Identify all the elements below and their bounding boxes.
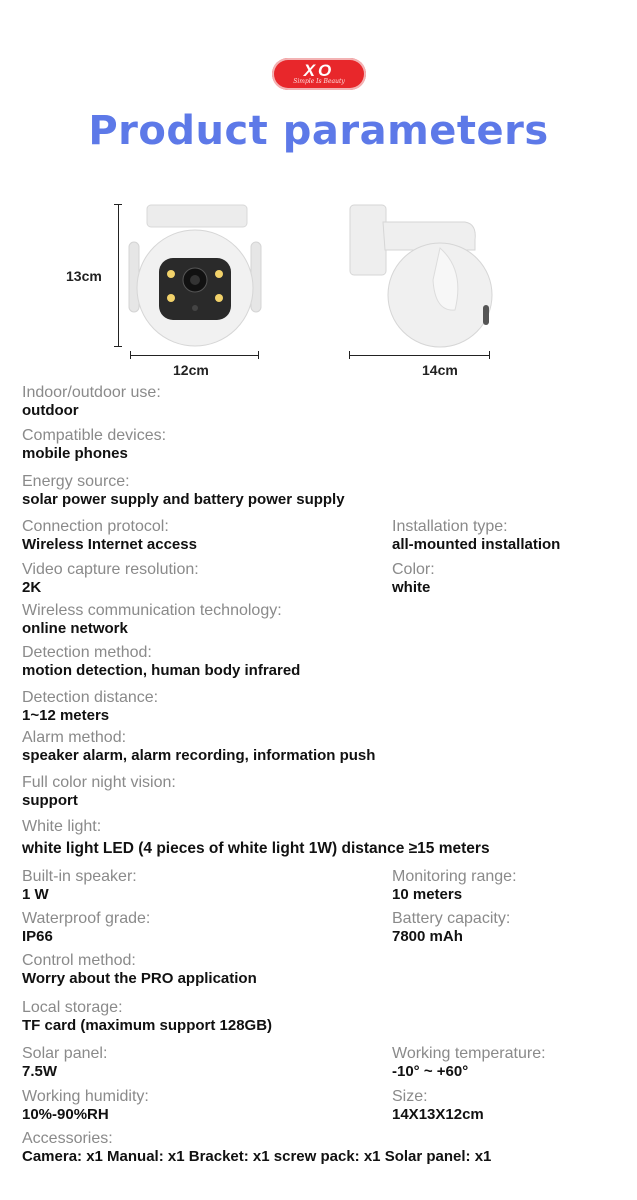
logo-tagline: Simple Is Beauty [293,78,345,85]
spec-value: -10° ~ +60° [392,1063,469,1080]
camera-front-image [125,200,265,350]
spec-label: Detection distance: [22,689,159,706]
spec-detection-distance [22,689,158,725]
spec-label: Battery capacity: [392,910,511,927]
width-dimension-line [130,355,258,356]
spec-label: Local storage: [22,999,123,1016]
spec-label: Indoor/outdoor use: [22,384,161,401]
spec-value: TF card (maximum support 128GB) [22,1017,273,1034]
spec-value: 7800 mAh [392,928,463,945]
depth-dimension-line [349,355,489,356]
spec-label: Accessories: [22,1130,113,1147]
camera-side-image [345,200,495,350]
spec-connection [22,518,197,554]
spec-label: Size: [392,1088,428,1105]
spec-label: Alarm method: [22,729,127,746]
spec-control [22,952,257,988]
spec-monitoring [392,868,517,904]
spec-label: Full color night vision: [22,774,176,791]
logo-text: XO [303,61,335,80]
spec-storage [22,999,272,1035]
spec-value: all-mounted installation [392,536,561,553]
spec-label: Working temperature: [392,1045,546,1062]
spec-accessories [22,1130,491,1166]
spec-installation [392,518,560,554]
depth-tick-left [349,351,350,359]
spec-value: motion detection, human body infrared [22,662,301,679]
spec-value: 10%-90%RH [22,1106,109,1123]
width-tick-left [130,351,131,359]
spec-label: Solar panel: [22,1045,108,1062]
spec-label: Installation type: [392,518,508,535]
spec-resolution [22,561,199,597]
depth-label: 14cm [422,362,458,378]
spec-temperature [392,1045,546,1081]
spec-label: Control method: [22,952,136,969]
spec-value: online network [22,620,128,637]
height-dimension-line [118,204,119,346]
spec-label: Color: [392,561,435,578]
spec-wireless [22,602,282,638]
spec-value: IP66 [22,928,53,945]
spec-value: support [22,792,78,809]
width-tick-right [258,351,259,359]
spec-value: 1 W [22,886,49,903]
brand-logo [272,58,366,90]
spec-label: Detection method: [22,644,152,661]
spec-indoor-outdoor [22,384,161,420]
spec-value: Worry about the PRO application [22,970,257,987]
spec-humidity [22,1088,149,1124]
spec-value: 2K [22,579,42,596]
spec-alarm [22,729,375,765]
spec-color [392,561,435,597]
spec-compatible [22,427,166,463]
spec-value: white light LED (4 pieces of white light 1W) distance ≥15 meters [22,840,490,857]
spec-value: speaker alarm, alarm recording, information push [22,747,376,764]
spec-value: outdoor [22,402,79,419]
width-label: 12cm [173,362,209,378]
spec-label: Wireless communication technology: [22,602,282,619]
spec-speaker [22,868,137,904]
spec-value: Wireless Internet access [22,536,197,553]
spec-energy [22,473,345,509]
spec-label: Energy source: [22,473,130,490]
spec-detection-method [22,644,300,680]
spec-night-vision [22,774,176,810]
spec-label: Video capture resolution: [22,561,199,578]
spec-white-light [22,818,490,858]
height-tick-top [114,204,122,205]
spec-label: Connection protocol: [22,518,169,535]
spec-label: Waterproof grade: [22,910,151,927]
height-tick-bottom [114,346,122,347]
spec-label: White light: [22,818,102,835]
spec-value: Camera: x1 Manual: x1 Bracket: x1 screw pack: x1 Solar panel: x1 [22,1148,492,1165]
spec-value: solar power supply and battery power supply [22,491,345,508]
spec-size [392,1088,484,1124]
spec-value: mobile phones [22,445,128,462]
spec-value: 7.5W [22,1063,58,1080]
spec-value: 14X13X12cm [392,1106,484,1123]
depth-tick-right [489,351,490,359]
height-label: 13cm [66,268,102,284]
spec-label: Compatible devices: [22,427,167,444]
spec-label: Built-in speaker: [22,868,137,885]
spec-value: 1~12 meters [22,707,110,724]
spec-value: white [392,579,431,596]
page-title: Product parameters [88,108,549,154]
spec-label: Working humidity: [22,1088,149,1105]
spec-battery [392,910,510,946]
spec-waterproof [22,910,150,946]
spec-solar [22,1045,107,1081]
spec-label: Monitoring range: [392,868,517,885]
spec-value: 10 meters [392,886,463,903]
